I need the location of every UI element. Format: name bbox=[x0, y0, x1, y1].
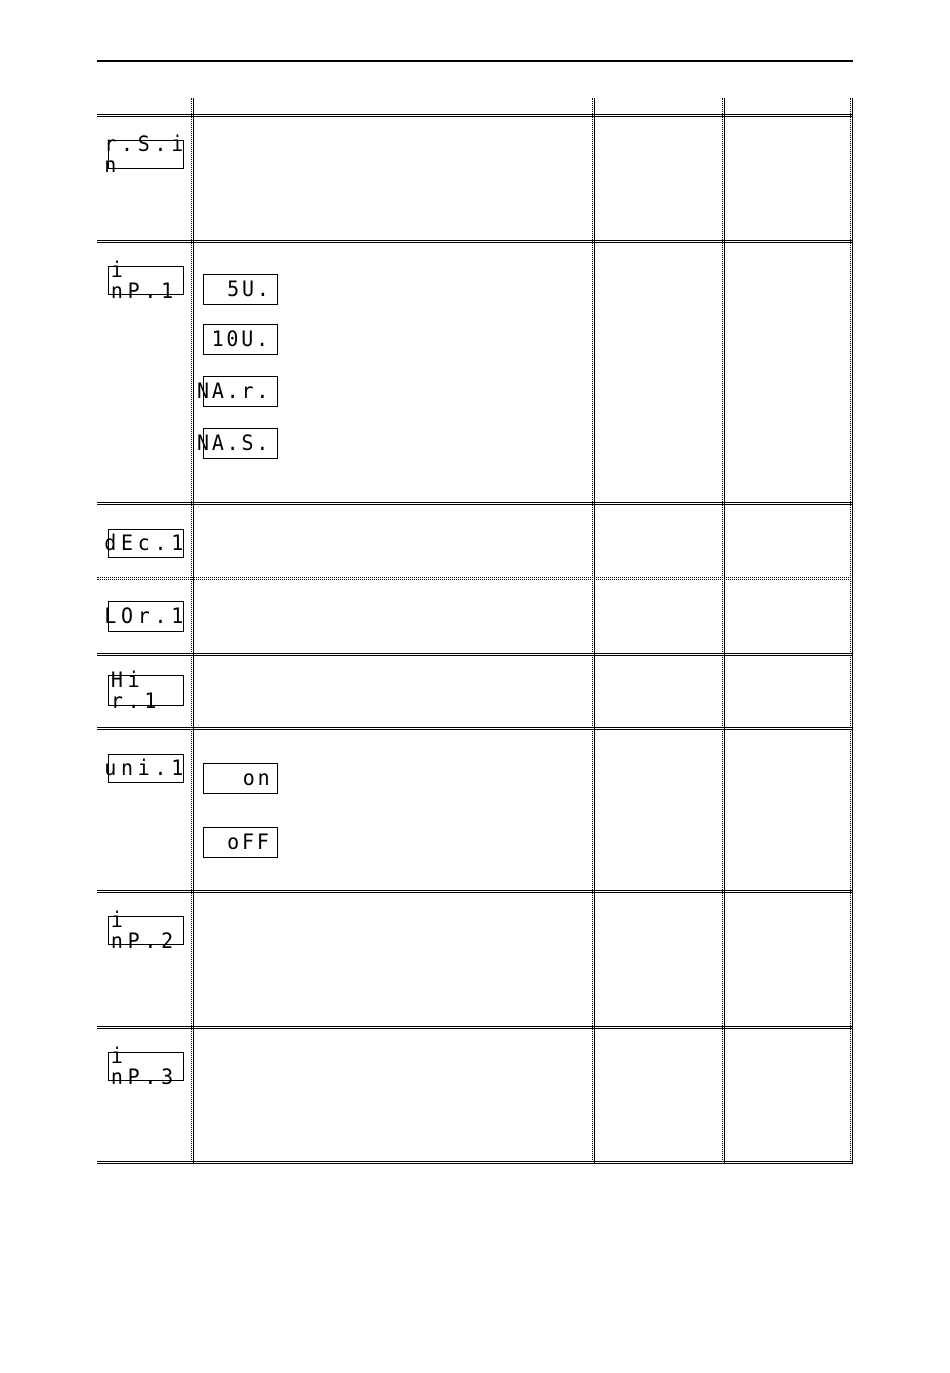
column-divider-4b bbox=[852, 98, 853, 1164]
option-display bbox=[196, 376, 278, 407]
option-value: on bbox=[242, 766, 273, 790]
option-display bbox=[203, 324, 278, 355]
option-value: 5U. bbox=[227, 277, 272, 301]
parameter-code: i nP.3 bbox=[110, 1043, 178, 1089]
row-separator bbox=[97, 577, 853, 580]
column-divider-1b bbox=[193, 98, 194, 1164]
option-display bbox=[196, 428, 278, 459]
option-value: NA.S. bbox=[196, 431, 272, 455]
parameter-code: dEc.1 bbox=[104, 531, 188, 555]
column-divider-2b bbox=[594, 98, 595, 1164]
row-separator bbox=[97, 727, 853, 730]
table-bottom-rule bbox=[97, 1161, 853, 1164]
parameter-code-display bbox=[104, 754, 188, 783]
top-rule bbox=[97, 60, 853, 62]
row-separator bbox=[97, 1026, 853, 1029]
header-separator bbox=[97, 114, 853, 117]
parameter-code: i nP.1 bbox=[110, 257, 178, 303]
column-divider-3b bbox=[724, 98, 725, 1164]
parameter-code: uni.1 bbox=[104, 756, 188, 780]
row-separator bbox=[97, 240, 853, 243]
parameter-code-display bbox=[104, 601, 188, 632]
option-display bbox=[203, 827, 278, 858]
parameter-code-display bbox=[108, 1043, 184, 1089]
column-divider-2 bbox=[592, 98, 593, 1164]
parameter-code: Hi r.1 bbox=[110, 667, 162, 713]
option-display bbox=[203, 274, 278, 305]
parameter-code-display bbox=[104, 529, 188, 558]
column-divider-3 bbox=[722, 98, 723, 1164]
option-value: oFF bbox=[227, 830, 272, 854]
column-divider-4 bbox=[850, 98, 851, 1164]
row-separator bbox=[97, 890, 853, 893]
option-display bbox=[203, 763, 278, 794]
column-divider-1 bbox=[191, 98, 192, 1164]
parameter-code-display bbox=[108, 667, 184, 713]
row-separator bbox=[97, 502, 853, 505]
parameter-table bbox=[97, 98, 853, 1168]
parameter-code: r.S.i n bbox=[104, 131, 188, 177]
row-separator bbox=[97, 653, 853, 656]
option-value: NA.r. bbox=[196, 379, 272, 403]
parameter-code-display bbox=[108, 907, 184, 953]
parameter-code: LOr.1 bbox=[104, 604, 188, 628]
parameter-code: i nP.2 bbox=[110, 907, 178, 953]
parameter-code-display bbox=[104, 131, 188, 177]
option-value: 10U. bbox=[211, 327, 272, 351]
parameter-code-display bbox=[108, 257, 184, 303]
